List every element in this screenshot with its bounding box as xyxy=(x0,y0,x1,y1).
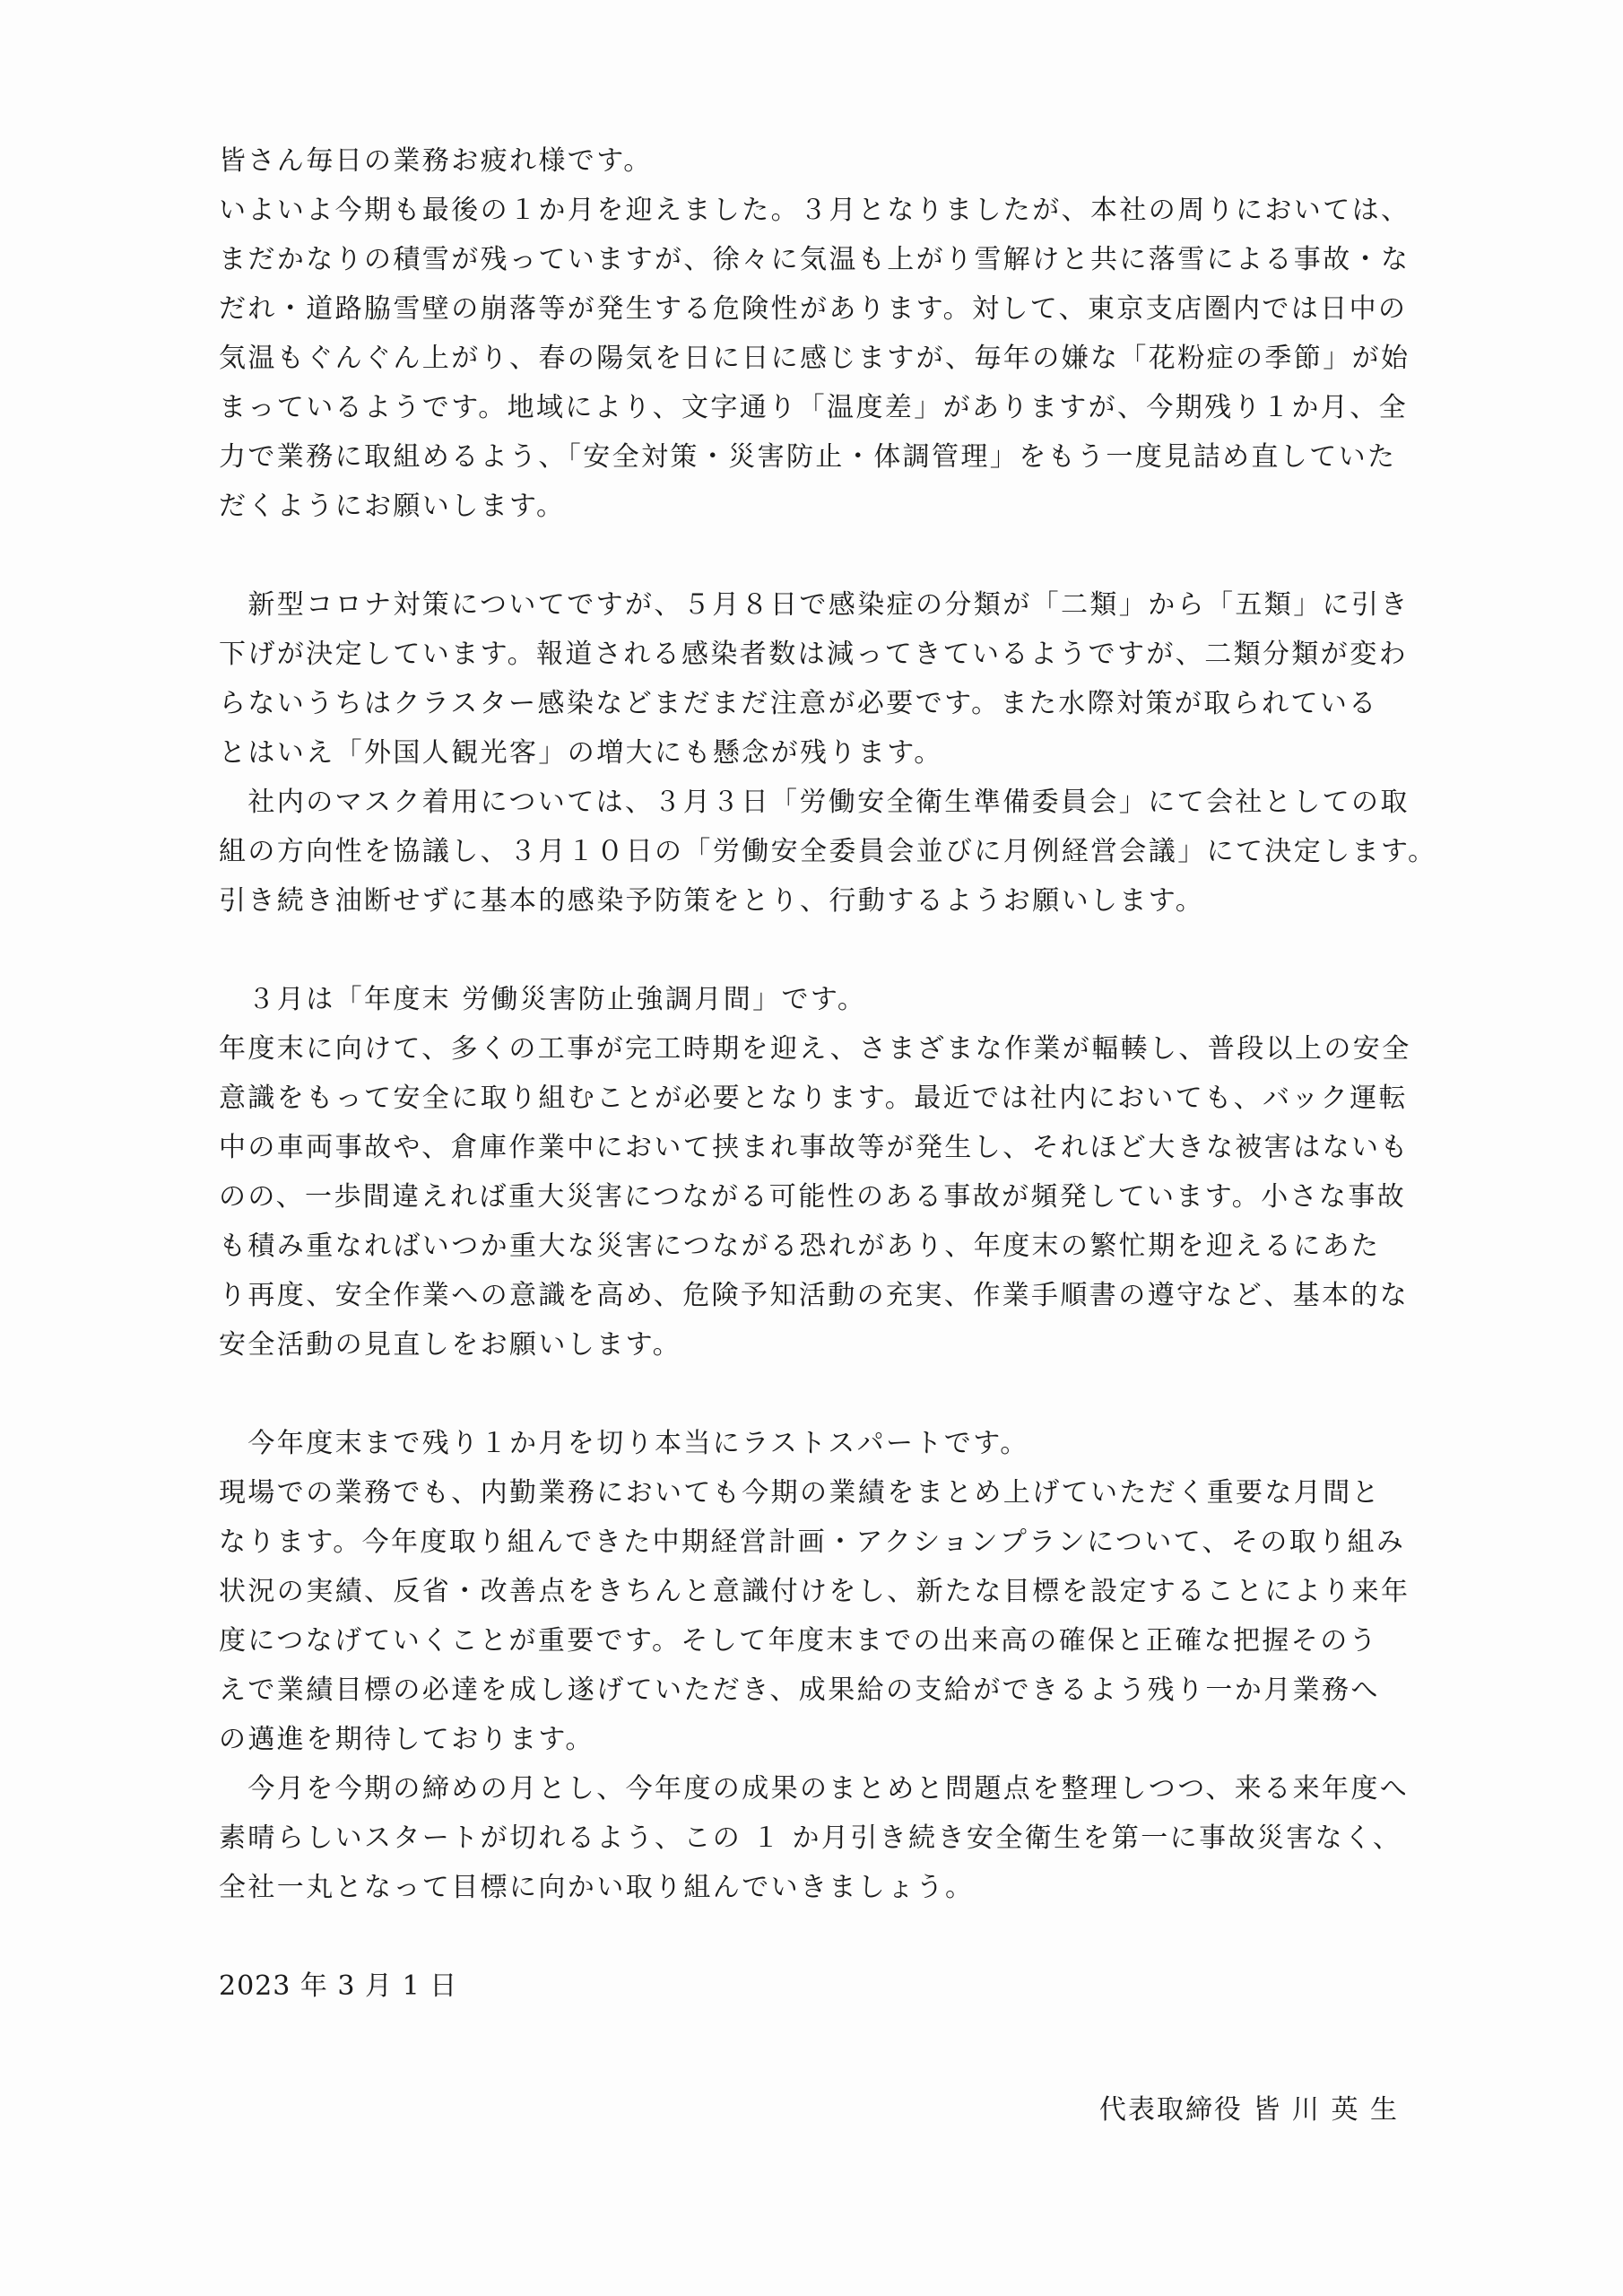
paragraph-greeting xyxy=(219,136,1410,531)
text-line: とはいえ「外国人観光客」の増大にも懸念が残ります。 xyxy=(219,737,943,769)
text-line: 下げが決定しています。報道される感染者数は減ってきているようですが、二類分類が変わ xyxy=(219,639,1408,670)
letter-date: 2023 年 3 月 1 日 xyxy=(219,1970,458,2002)
text-line: まだかなりの積雪が残っていますが、徐々に気温も上がり雪解けと共に落雪による事故・な xyxy=(219,244,1410,275)
text-line: だれ・道路脇雪壁の崩落等が発生する危険性があります。対して、東京支店圏内では日中の xyxy=(219,293,1408,325)
text-line: まっているようです。地域により、文字通り「温度差」がありますが、今期残り１か月、全 xyxy=(219,392,1408,423)
text-line: 中の車両事故や、倉庫作業中において挟まれ事故等が発生し、それほど大きな被害はないも xyxy=(219,1132,1410,1163)
text-line: えで業績目標の必達を成し遂げていただき、成果給の支給ができるよう残り一か月業務へ xyxy=(219,1674,1380,1706)
text-line: 素晴らしいスタートが切れるよう、この １ か月引き続き安全衛生を第一に事故災害なく、 xyxy=(219,1822,1402,1854)
text-line: のの、一歩間違えれば重大災害につながる可能性のある事故が頻発しています。小さな事故 xyxy=(219,1181,1407,1213)
text-line: 今年度末まで残り１か月を切り本当にラストスパートです。 xyxy=(219,1428,1029,1459)
text-line: り再度、安全作業への意識を高め、危険予知活動の充実、作業手順書の遵守など、基本的な xyxy=(219,1280,1410,1311)
text-line: 引き続き油断せずに基本的感染予防策をとり、行動するようお願いします。 xyxy=(219,885,1205,917)
paragraph-spacer xyxy=(219,926,1402,975)
paragraph-covid xyxy=(219,580,1437,926)
text-line: 度につなげていくことが重要です。そして年度末までの出来高の確保と正確な把握そのう xyxy=(219,1625,1378,1657)
text-line: 力で業務に取組めるよう、「安全対策・災害防止・体調管理」をもう一度見詰め直していた xyxy=(219,441,1397,473)
letter-signature: 代表取締役 皆 川 英 生 xyxy=(1098,2094,1399,2126)
text-line: いよいよ今期も最後の１か月を迎えました。３月となりましたが、本社の周りにおいては、 xyxy=(219,195,1410,226)
text-line: 皆さん毎日の業務お疲れ様です。 xyxy=(219,145,653,177)
paragraph-safety-month xyxy=(219,975,1411,1370)
text-line: だくようにお願いします。 xyxy=(219,491,566,522)
text-line: 全社一丸となって目標に向かい取り組んでいきましょう。 xyxy=(219,1872,975,1903)
paragraph-last-spurt xyxy=(219,1419,1410,1912)
paragraph-spacer xyxy=(219,531,1402,580)
text-line: らないうちはクラスター感染などまだまだ注意が必要です。また水際対策が取られている xyxy=(219,688,1378,719)
text-line: 社内のマスク着用については、３月３日「労働安全衛生準備委員会」にて会社としての取 xyxy=(219,787,1410,818)
text-line: 年度末に向けて、多くの工事が完工時期を迎え、さまざまな作業が輻輳し、普段以上の安全 xyxy=(219,1033,1411,1065)
text-line: 安全活動の見直しをお願いします。 xyxy=(219,1329,681,1361)
text-line: 組の方向性を協議し、３月１０日の「労働安全委員会並びに月例経営会議」にて決定します。 xyxy=(219,836,1437,867)
text-line: も積み重なればいつか重大な災害につながる恐れがあり、年度末の繁忙期を迎えるにあた xyxy=(219,1231,1381,1262)
text-line: ３月は「年度末 労働災害防止強調月間」です。 xyxy=(219,984,867,1015)
text-line: 新型コロナ対策についてですが、５月８日で感染症の分類が「二類」から「五類」に引き xyxy=(219,589,1410,621)
text-line: 気温もぐんぐん上がり、春の陽気を日に日に感じますが、毎年の嫌な「花粉症の季節」が始 xyxy=(219,343,1410,374)
paragraph-spacer xyxy=(219,1370,1402,1419)
text-line: 状況の実績、反省・改善点をきちんと意識付けをし、新たな目標を設定することにより来年 xyxy=(219,1576,1410,1607)
text-line: の邁進を期待しております。 xyxy=(219,1724,595,1755)
text-line: 今月を今期の締めの月とし、今年度の成果のまとめと問題点を整理しつつ、来る来年度へ xyxy=(219,1773,1410,1805)
letter-body xyxy=(219,136,1437,1912)
text-line: 意識をもって安全に取り組むことが必要となります。最近では社内においても、バック運転 xyxy=(219,1083,1408,1114)
text-line: 現場での業務でも、内勤業務においても今期の業績をまとめ上げていただく重要な月間と xyxy=(219,1477,1381,1509)
text-line: なります。今年度取り組んできた中期経営計画・アクションプランについて、その取り組み xyxy=(219,1526,1406,1558)
